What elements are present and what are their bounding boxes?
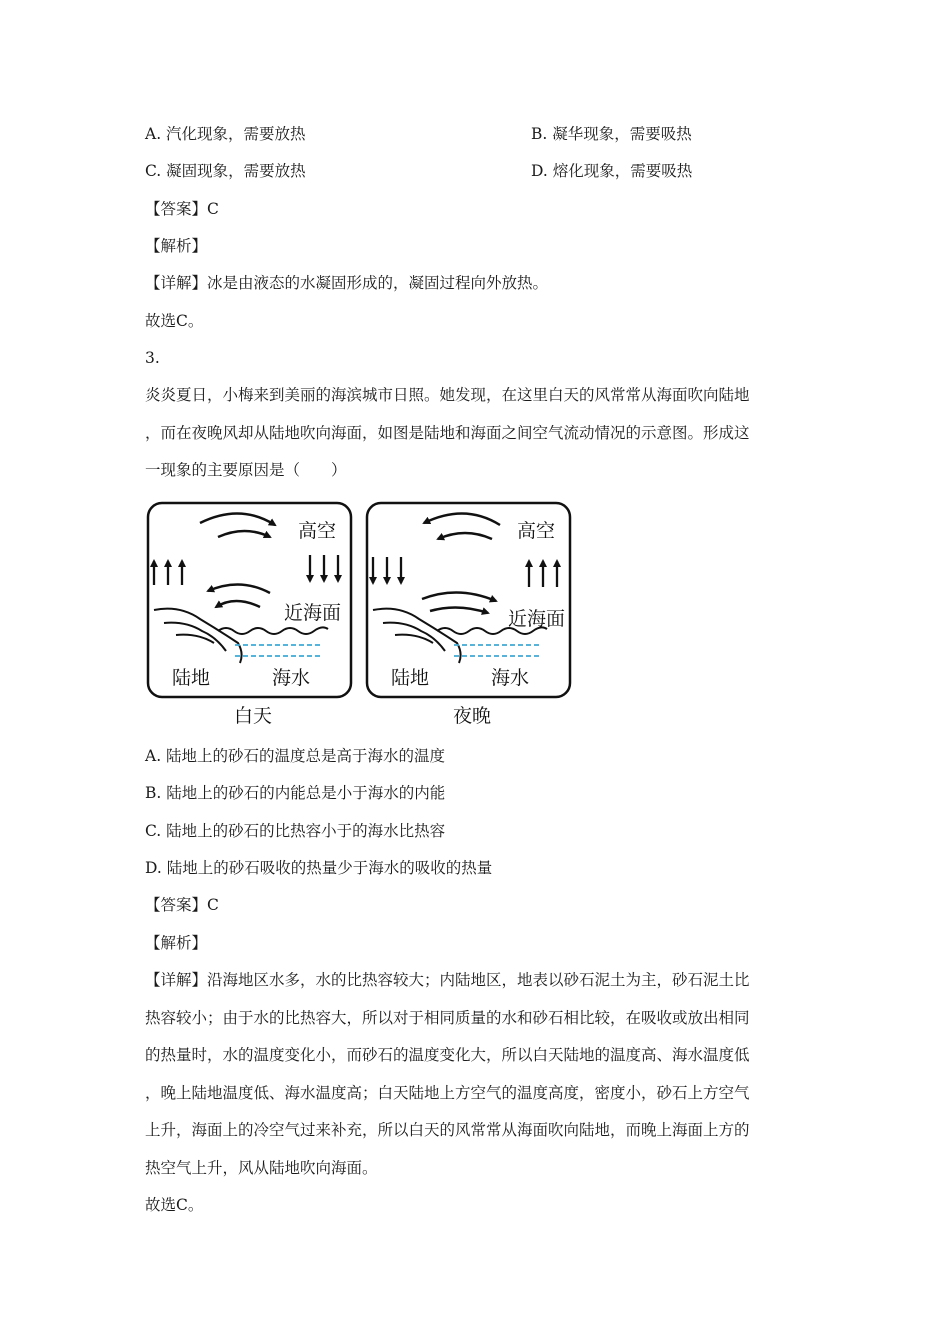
q2-option-a: A. 汽化现象，需要放热 [145,125,306,143]
sea-land-breeze-diagram [140,495,580,735]
day-sea-label: 海水 [272,667,311,689]
night-top-label: 高空 [517,520,556,542]
q3-detail-line-4: ，晚上陆地温度低、海水温度高；白天陆地上方空气的温度高度，密度小，砂石上方空气 [145,1084,750,1102]
q3-conclusion: 故选C。 [145,1196,204,1214]
day-land-label: 陆地 [172,667,211,689]
day-caption: 白天 [234,705,273,727]
q2-option-d: D. 熔化现象，需要吸热 [531,162,693,180]
night-land-label: 陆地 [391,667,430,689]
q3-number: 3. [145,349,160,367]
q3-detail-line-3: 的热量时，水的温度变化小，而砂石的温度变化大，所以白天陆地的温度高、海水温度低 [145,1046,750,1064]
night-surface-wind-arrow [422,592,496,601]
night-sea-label: 海水 [491,667,530,689]
day-surface-wind-arrow [208,584,270,593]
day-surface-wind-arrow-lower [216,601,260,607]
q3-detail-line-5: 上升，海面上的冷空气过来补充，所以白天的风常常从海面吹向陆地，而晚上海面上方的 [145,1121,750,1139]
day-panel [148,503,351,727]
q2-analysis-heading: 【解析】 [145,237,208,255]
day-sinking-arrows [310,555,338,581]
day-rising-arrows [154,561,182,585]
q3-option-b: B. 陆地上的砂石的内能总是小于海水的内能 [145,784,446,802]
q2-answer: 【答案】C [145,200,219,218]
q3-option-c: C. 陆地上的砂石的比热容小于的海水比热容 [145,822,446,840]
q3-option-d: D. 陆地上的砂石吸收的热量少于海水的吸收的热量 [145,859,493,877]
q3-option-a: A. 陆地上的砂石的温度总是高于海水的温度 [145,747,446,765]
day-upper-wind-arrow-inner [218,531,270,537]
q2-conclusion: 故选C。 [145,312,204,330]
night-sinking-arrows [373,557,401,583]
q3-answer: 【答案】C [145,896,219,914]
day-sea-surface [218,627,328,634]
q3-stem-line-2: ，而在夜晚风却从陆地吹向海面，如图是陆地和海面之间空气流动情况的示意图。形成这 [145,424,750,442]
q3-detail-line-1: 【详解】沿海地区水多，水的比热容较大；内陆地区，地表以砂石泥土为主，砂石泥土比 [145,971,750,989]
day-upper-wind-arrow [200,513,275,525]
q3-stem-line-1: 炎炎夏日，小梅来到美丽的海滨城市日照。她发现，在这里白天的风常常从海面吹向陆地 [145,386,750,404]
night-surface-wind-arrow-lower [430,607,488,613]
night-panel [367,503,570,727]
night-upper-wind-arrow-inner [438,533,492,539]
day-top-label: 高空 [298,520,337,542]
night-upper-wind-arrow [424,513,500,525]
night-rising-arrows [529,561,557,587]
q2-option-b: B. 凝华现象，需要吸热 [531,125,692,143]
q3-analysis-heading: 【解析】 [145,934,208,952]
q2-detail: 【详解】冰是由液态的水凝固形成的，凝固过程向外放热。 [145,274,549,292]
night-caption: 夜晚 [453,705,492,727]
q3-detail-line-2: 热容较小；由于水的比热容大，所以对于相同质量的水和砂石相比较，在吸收或放出相同 [145,1009,750,1027]
q2-option-c: C. 凝固现象，需要放热 [145,162,306,180]
q3-detail-line-6: 热空气上升，风从陆地吹向海面。 [145,1159,378,1177]
day-mid-label: 近海面 [284,602,342,624]
night-mid-label: 近海面 [508,608,566,630]
q3-stem-line-3: 一现象的主要原因是（ ） [145,461,347,479]
